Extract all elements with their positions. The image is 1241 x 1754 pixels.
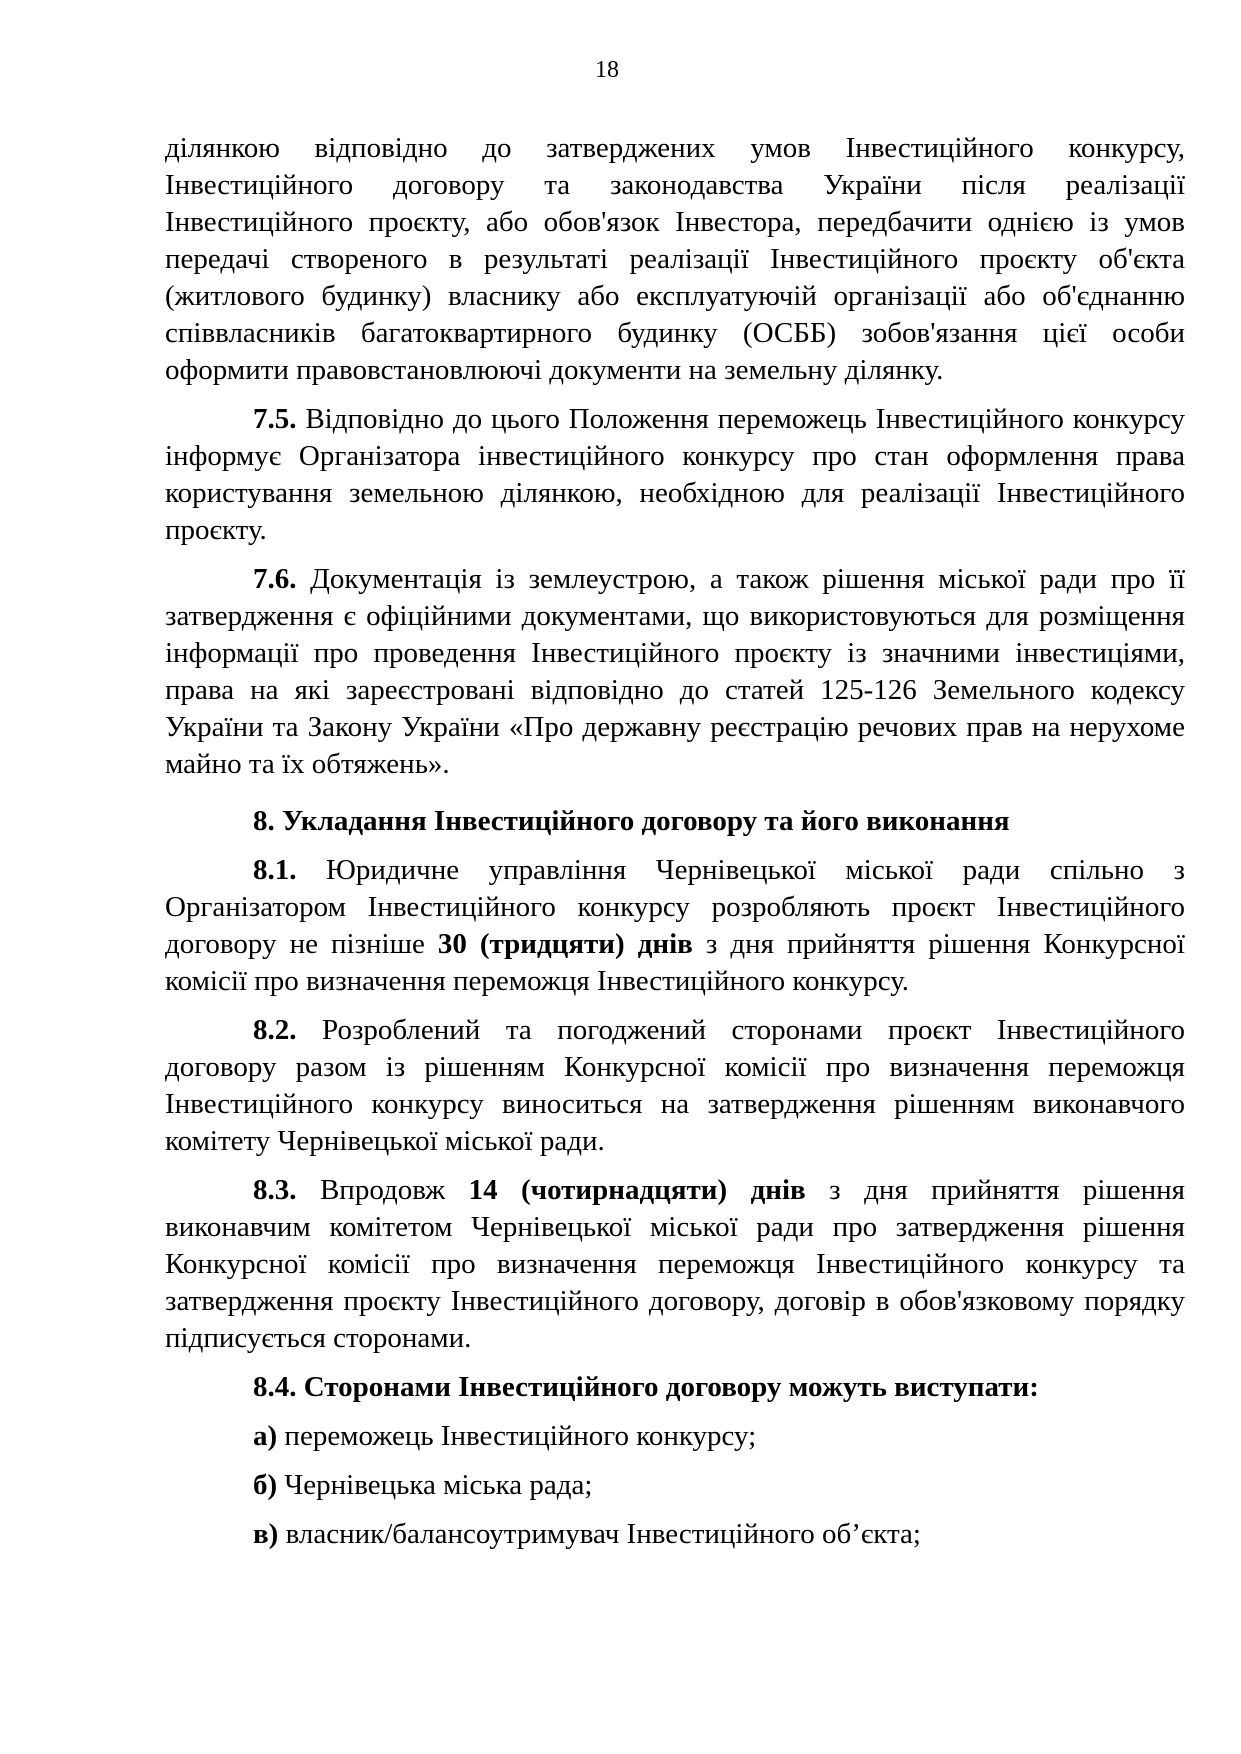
list-marker: б) xyxy=(253,1469,278,1501)
page-number: 18 xyxy=(595,57,619,83)
clause-text: Впродовж xyxy=(296,1174,469,1206)
clause-7-6 xyxy=(165,561,1185,783)
clause-8-2 xyxy=(165,1012,1185,1160)
heading-text: 8. Укладання Інвестиційного договору та його виконання xyxy=(253,805,1010,837)
clause-text: з дня прийняття рішення Конкурсної комісії про визначення переможця Інвестиційного конкурсу. xyxy=(165,928,1185,997)
paragraph-continuation xyxy=(165,130,1185,389)
clause-text: з дня прийняття рішення виконавчим комітетом Чернівецької міської ради про затвердження рішення Конкурсної комісії про визначення переможця Інвестиційного конкурсу та затвердження проєкту Інвестиційного договору, договір в обов'язковому порядку підписується сторонами. xyxy=(165,1174,1185,1354)
clause-7-5 xyxy=(165,401,1185,549)
heading-text: 8.4. Сторонами Інвестиційного договору можуть виступати: xyxy=(253,1371,1039,1403)
list-marker: в) xyxy=(253,1518,279,1550)
clause-text: Юридичне управління Чернівецької міської ради спільно з Організатором Інвестиційного конкурсу розробляють проєкт Інвестиційного договору не пізніше xyxy=(165,854,1185,960)
clause-number: 8.2. xyxy=(253,1014,297,1046)
clause-8-4-heading xyxy=(165,1369,1185,1406)
clause-number: 7.6. xyxy=(253,563,297,595)
list-marker: а) xyxy=(253,1420,278,1452)
list-item-text: власник/балансоутримувач Інвестиційного об’єкта; xyxy=(278,1518,921,1550)
clause-text: Відповідно до цього Положення переможець Інвестиційного конкурсу інформує Організатора інвестиційного конкурсу про стан оформлення права користування земельною ділянкою, необхідною для реалізації Інвестиційного проєкту. xyxy=(165,403,1185,546)
list-item-a xyxy=(165,1418,1185,1455)
clause-bold-term: 30 (тридцяти) днів xyxy=(437,928,693,960)
list-item-b xyxy=(165,1467,1185,1504)
section-8-heading xyxy=(165,803,1185,840)
list-item-text: переможець Інвестиційного конкурсу; xyxy=(277,1420,757,1452)
clause-text: Розроблений та погоджений сторонами проєкт Інвестиційного договору разом із рішенням Конкурсної комісії про визначення переможця Інвестиційного конкурсу виноситься на затвердження рішенням виконавчого комітету Чернівецької міської ради. xyxy=(165,1014,1185,1157)
clause-number: 8.3. xyxy=(253,1174,297,1206)
paragraph-text: ділянкою відповідно до затверджених умов Інвестиційного конкурсу, Інвестиційного договору та законодавства України після реалізації Інвестиційного проєкту, або обов'язок Інвестора, передбачити однією із умов передачі створеного в результаті реалізації Інвестиційного проєкту об'єкта (житлового будинку) власнику або експлуатуючій організації або об'єднанню співвласників багатоквартирного будинку (ОСББ) зобов'язання цієї особи оформити правовстановлюючі документи на земельну ділянку. xyxy=(165,132,1185,386)
clause-bold-term: 14 (чотирнадцяти) днів xyxy=(468,1174,806,1206)
clause-text: Документація із землеустрою, а також рішення міської ради про її затвердження є офіційними документами, що використовуються для розміщення інформації про проведення Інвестиційного проєкту із значними інвестиціями, права на які зареєстровані відповідно до статей 125-126 Земельного кодексу України та Закону України «Про державну реєстрацію речових прав на нерухоме майно та їх обтяжень». xyxy=(165,563,1185,780)
list-item-text: Чернівецька міська рада; xyxy=(277,1469,593,1501)
list-item-v xyxy=(165,1516,1185,1553)
clause-8-3 xyxy=(165,1172,1185,1357)
clause-number: 8.1. xyxy=(253,854,297,886)
document-body xyxy=(165,130,1185,1553)
clause-number: 7.5. xyxy=(253,403,297,435)
clause-8-1 xyxy=(165,852,1185,1000)
